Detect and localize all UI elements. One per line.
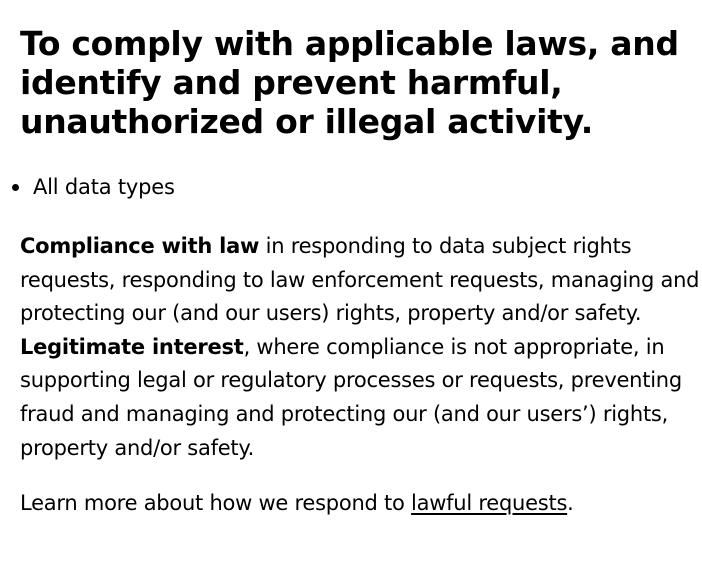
lawful-requests-link[interactable]: lawful requests	[411, 491, 568, 516]
learn-more-suffix: .	[567, 491, 574, 516]
legitimate-interest-term: Legitimate interest	[20, 334, 244, 359]
data-types-list	[20, 174, 686, 200]
compliance-with-law-term: Compliance with law	[20, 234, 260, 258]
learn-more-line	[20, 487, 686, 520]
learn-more-prefix: Learn more about how we respond to	[20, 491, 412, 516]
list-item	[20, 174, 686, 200]
legal-basis-paragraph	[20, 230, 700, 465]
data-type-label: All data types	[33, 175, 175, 199]
compliance-description: in responding to data subject rights requests, responding to law enforcement requests, managing and protecting our (and our users) rights, property and/or safety.	[20, 234, 700, 326]
bullet-icon	[12, 184, 19, 191]
legitimate-interest-description: , where compliance is not appropriate, in supporting legal or regulatory processes or requests, preventing fraud and managing and protecting our (and our users’) rights, property and/or safety.	[20, 334, 682, 460]
section-heading: To comply with applicable laws, and identify and prevent harmful, unauthorized or illegal activity.	[20, 24, 679, 141]
